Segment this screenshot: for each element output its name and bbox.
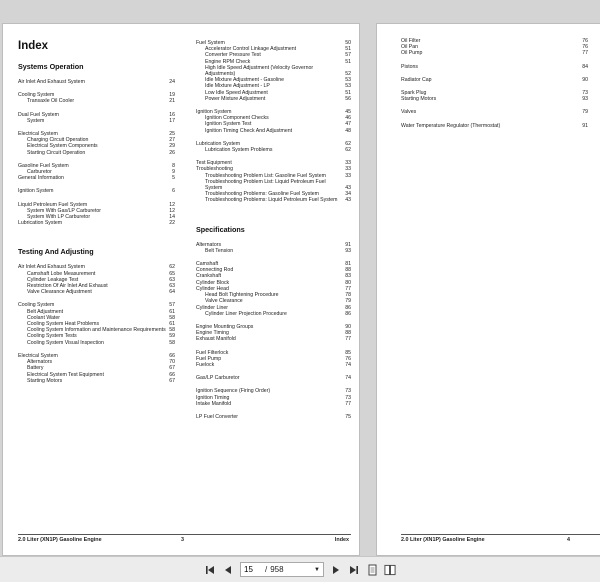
index-entry[interactable] <box>18 98 175 104</box>
index-entry-page: 78 <box>345 292 351 299</box>
footer-page-number: 4 <box>567 537 570 543</box>
page-number-selector[interactable] <box>240 562 324 577</box>
index-entry-title: Charging Circuit Operation <box>27 137 89 144</box>
index-entry[interactable] <box>196 311 351 317</box>
index-entry[interactable] <box>18 118 175 124</box>
index-entry[interactable] <box>196 179 351 191</box>
index-entry-page: 76 <box>345 355 351 362</box>
index-entry-page: 9 <box>172 169 175 176</box>
index-entry-page: 88 <box>345 330 351 337</box>
index-entry-page: 86 <box>345 304 351 311</box>
index-entry-page: 52 <box>345 71 351 78</box>
index-entry-page: 62 <box>345 140 351 147</box>
index-entry-page: 76 <box>582 38 588 44</box>
index-entry-title: Belt Tension <box>205 247 234 254</box>
index-group <box>196 375 351 381</box>
index-entry-title: Battery <box>27 365 44 372</box>
index-entry-title: Crankshaft <box>196 273 222 280</box>
index-group <box>196 141 351 153</box>
index-entry-title: Camshaft <box>196 261 219 268</box>
index-entry-page: 61 <box>169 321 175 328</box>
index-entry-title: Transaxle Oil Cooler <box>27 98 75 105</box>
skip-first-icon[interactable] <box>204 563 216 577</box>
index-entry[interactable] <box>196 336 351 342</box>
section-heading: Specifications <box>196 224 245 234</box>
index-entry-page: 91 <box>345 241 351 248</box>
index-entry-page: 50 <box>345 40 351 46</box>
index-title: Index <box>18 40 49 52</box>
index-entry-page: 48 <box>345 127 351 134</box>
index-entry-title: Lubrication System <box>196 140 241 147</box>
footer-title: 2.0 Liter (XN1P) Gasoline Engine <box>401 537 485 543</box>
index-entry-title: Camshaft Lobe Measurement <box>27 270 96 277</box>
section-spacer <box>196 211 351 225</box>
index-entry[interactable] <box>18 150 175 156</box>
index-entry-page: 58 <box>169 327 175 334</box>
index-group <box>196 350 351 369</box>
single-page-icon[interactable] <box>366 563 378 577</box>
index-entry-page: 73 <box>345 394 351 401</box>
index-entry[interactable] <box>196 147 351 153</box>
index-entry-page: 58 <box>169 339 175 346</box>
index-entry-page: 75 <box>345 413 351 420</box>
index-entry-page: 14 <box>169 214 175 221</box>
index-entry-title: Gasoline Fuel System <box>18 162 69 169</box>
index-entry[interactable] <box>196 197 351 203</box>
index-group <box>18 188 175 194</box>
index-group <box>18 264 175 295</box>
index-entry-page: 79 <box>582 109 588 116</box>
index-entry-title: Oil Pan <box>401 44 419 51</box>
index-entry-title: Cylinder Liner Projection Procedure <box>205 310 287 317</box>
index-entry-title: Electrical System <box>18 131 58 138</box>
index-entry-page: 6 <box>172 188 175 195</box>
footer-section: Index <box>334 537 349 543</box>
index-entry-page: 43 <box>345 197 351 204</box>
index-group <box>401 38 588 57</box>
index-group <box>401 90 588 102</box>
index-entry-page: 62 <box>169 264 175 271</box>
index-entry-title: Head Bolt Tightening Procedure <box>205 292 279 299</box>
index-entry-title: Ignition System <box>18 188 54 195</box>
index-entry[interactable] <box>196 128 351 134</box>
index-entry-title: Test Equipment <box>196 160 232 167</box>
section-spacer <box>18 233 175 247</box>
index-entry-title: Restriction Of Air Inlet And Exhaust <box>27 283 108 290</box>
index-entry-page: 74 <box>345 361 351 368</box>
index-group <box>18 202 175 227</box>
index-column-1 <box>18 40 175 391</box>
index-entry[interactable] <box>18 220 175 226</box>
index-entry-title: Electrical System <box>18 352 58 359</box>
index-entry-page: 77 <box>582 50 588 57</box>
index-entry-title: Oil Pump <box>401 50 423 57</box>
skip-last-icon[interactable] <box>348 563 360 577</box>
index-entry-page: 57 <box>169 302 175 309</box>
index-group <box>18 163 175 182</box>
index-entry-page: 22 <box>169 220 175 227</box>
index-group <box>18 79 175 85</box>
index-entry[interactable] <box>18 340 175 346</box>
index-entry-title: Dual Fuel System <box>18 111 59 118</box>
index-entry-page: 67 <box>169 365 175 372</box>
index-column-2 <box>196 40 351 427</box>
index-entry-page: 59 <box>169 333 175 340</box>
index-entry-title: General Information <box>18 175 64 182</box>
index-entry-page: 8 <box>172 162 175 169</box>
index-entry-title: Gas/LP Carburetor <box>196 375 240 382</box>
index-entry[interactable] <box>196 362 351 368</box>
index-entry-page: 77 <box>345 285 351 292</box>
index-entry-title: Ignition Timing Check And Adjustment <box>205 127 293 134</box>
index-entry[interactable] <box>18 79 175 85</box>
index-entry-title: System With LP Carburetor <box>27 214 91 221</box>
index-entry-title: Fuel System <box>196 40 225 46</box>
index-entry-title: Electrical System Components <box>27 143 98 150</box>
index-entry[interactable] <box>196 96 351 102</box>
index-entry-title: Valve Clearance Adjustment <box>27 289 92 296</box>
index-entry[interactable] <box>196 65 351 77</box>
index-entry-title: Troubleshooting Problem List: Gasoline Fuel System <box>205 172 326 179</box>
index-group <box>18 112 175 124</box>
index-entry-page: 24 <box>169 79 175 85</box>
index-entry-page: 25 <box>169 131 175 138</box>
chevron-down-icon[interactable]: ▼ <box>314 566 320 573</box>
index-entry-title: Cooling System <box>18 302 55 309</box>
page-4 <box>376 23 600 556</box>
index-entry-page: 67 <box>169 377 175 384</box>
index-entry[interactable] <box>196 248 351 254</box>
index-group <box>196 414 351 420</box>
footer-rule <box>18 534 351 535</box>
index-entry-page: 91 <box>582 122 588 129</box>
index-entry[interactable] <box>401 109 588 115</box>
index-group <box>196 160 351 203</box>
index-entry-title: Spark Plug <box>401 90 427 97</box>
index-entry-page: 5 <box>172 175 175 182</box>
index-entry-title: Fuel Filterlock <box>196 349 229 356</box>
index-entry[interactable] <box>401 123 588 129</box>
index-entry-title: Engine RPM Check <box>205 58 251 65</box>
index-entry[interactable] <box>196 414 351 420</box>
index-entry-page: 51 <box>345 58 351 65</box>
footer-page-number: 3 <box>181 537 184 543</box>
index-entry-title: Starting Motors <box>401 96 437 103</box>
index-entry-title: Fuelock <box>196 361 215 368</box>
index-entry-title: Engine Mounting Groups <box>196 323 254 330</box>
index-group <box>401 64 588 70</box>
index-entry-page: 57 <box>345 52 351 59</box>
index-group <box>196 242 351 254</box>
index-entry-page: 47 <box>345 121 351 128</box>
index-entry-title: Ignition System Test <box>205 121 252 128</box>
index-entry-page: 64 <box>169 289 175 296</box>
index-entry-page: 90 <box>582 76 588 83</box>
page-navigation-toolbar <box>0 556 600 582</box>
index-entry-page: 65 <box>169 270 175 277</box>
index-entry-title: High Idle Speed Adjustment (Velocity Governor Adjustments) <box>205 64 314 78</box>
index-entry-title: Ignition Sequence (Firing Order) <box>196 388 271 395</box>
index-entry-page: 26 <box>169 149 175 156</box>
index-entry-title: Valve Clearance <box>205 298 243 305</box>
index-entry-page: 66 <box>169 352 175 359</box>
section-heading: Systems Operation <box>18 62 84 71</box>
index-entry-page: 88 <box>345 267 351 274</box>
index-entry-page: 90 <box>345 323 351 330</box>
index-entry-title: Exhaust Manifold <box>196 336 236 343</box>
index-entry-page: 53 <box>345 83 351 90</box>
index-entry-page: 51 <box>345 46 351 53</box>
index-entry-title: Cooling System Tests <box>27 333 77 340</box>
index-group <box>196 324 351 343</box>
index-entry-title: System With Gas/LP Carburetor <box>27 207 101 214</box>
index-entry-title: System <box>27 117 45 124</box>
index-entry[interactable] <box>196 375 351 381</box>
index-entry-page: 12 <box>169 207 175 214</box>
index-group <box>18 92 175 104</box>
index-entry-title: Lubrication System Problems <box>205 147 273 154</box>
index-entry[interactable] <box>401 96 588 102</box>
index-entry-page: 85 <box>345 349 351 356</box>
current-page-input[interactable] <box>244 565 262 574</box>
index-entry[interactable] <box>401 64 588 70</box>
index-entry-page: 77 <box>345 400 351 407</box>
index-entry-title: Starting Motors <box>27 377 63 384</box>
index-entry-page: 34 <box>345 191 351 198</box>
index-entry-title: Electrical System Test Equipment <box>27 371 104 378</box>
index-entry-title: Connecting Rod <box>196 267 234 274</box>
index-column-3 <box>401 38 588 136</box>
section-heading: Testing And Adjusting <box>18 247 94 257</box>
index-entry[interactable] <box>401 77 588 83</box>
index-entry-title: Converter Pressure Test <box>205 52 261 59</box>
index-entry-page: 43 <box>345 185 351 192</box>
index-entry[interactable] <box>18 188 175 194</box>
index-entry-title: Cylinder Block <box>196 279 230 286</box>
page-3 <box>2 23 360 556</box>
index-entry-title: Low Idle Speed Adjustment <box>205 89 268 96</box>
index-entry-page: 33 <box>345 166 351 173</box>
index-entry-page: 66 <box>169 371 175 378</box>
index-entry-title: Carburetor <box>27 169 52 176</box>
index-entry-title: Air Inlet And Exhaust System <box>18 79 85 85</box>
index-group <box>401 77 588 83</box>
index-entry-page: 33 <box>345 160 351 167</box>
index-entry-page: 76 <box>582 44 588 51</box>
index-entry-page: 19 <box>169 92 175 99</box>
index-entry-title: Pistons <box>401 63 419 70</box>
index-entry-page: 86 <box>345 310 351 317</box>
index-entry-page: 77 <box>345 336 351 343</box>
footer-title: 2.0 Liter (XN1P) Gasoline Engine <box>18 537 102 543</box>
index-entry-title: Troubleshooting <box>196 166 234 173</box>
index-entry-title: Alternators <box>27 359 53 366</box>
index-entry[interactable] <box>196 401 351 407</box>
index-entry-title: Troubleshooting Problems: Liquid Petroleum Fuel System <box>205 197 338 204</box>
index-entry-title: Coolant Water <box>27 314 60 321</box>
index-entry-title: Accelerator Control Linkage Adjustment <box>205 46 297 53</box>
index-entry-page: 79 <box>345 298 351 305</box>
index-entry-page: 16 <box>169 111 175 118</box>
index-entry-title: Fuel Pump <box>196 355 222 362</box>
index-entry-title: Liquid Petroleum Fuel System <box>18 201 88 208</box>
index-entry-title: Water Temperature Regulator (Thermostat) <box>401 122 501 129</box>
index-entry-title: Power Mixture Adjustment <box>205 95 266 102</box>
index-entry-page: 17 <box>169 117 175 124</box>
index-entry-title: Cylinder Leakage Test <box>27 276 79 283</box>
index-group <box>196 40 351 102</box>
index-entry-page: 62 <box>345 147 351 154</box>
index-entry-page: 21 <box>169 98 175 105</box>
index-entry-page: 63 <box>169 283 175 290</box>
index-entry-title: Cooling System <box>18 92 55 99</box>
index-entry-title: Starting Circuit Operation <box>27 149 86 156</box>
index-entry-page: 51 <box>345 89 351 96</box>
two-page-icon[interactable] <box>384 563 396 577</box>
index-entry-page: 73 <box>582 90 588 97</box>
index-entry-page: 70 <box>169 359 175 366</box>
index-entry-title: Cooling System Visual Inspection <box>27 339 104 346</box>
index-entry-page: 61 <box>169 308 175 315</box>
next-icon[interactable] <box>330 563 342 577</box>
index-entry-page: 56 <box>345 95 351 102</box>
index-entry-page: 80 <box>345 279 351 286</box>
index-entry-page: 46 <box>345 115 351 122</box>
index-entry-title: Cooling System Information and Maintenance Requirements <box>27 327 166 334</box>
index-entry-page: 84 <box>582 63 588 70</box>
index-entry-title: Lubrication System <box>18 220 63 227</box>
index-entry-page: 29 <box>169 143 175 150</box>
index-entry-title: Idle Mixture Adjustment - LP <box>205 83 270 90</box>
index-entry-title: Cylinder Head <box>196 285 229 292</box>
total-pages: 958 <box>270 565 284 574</box>
index-group <box>18 302 175 345</box>
index-entry-page: 58 <box>169 314 175 321</box>
index-entry-page: 12 <box>169 201 175 208</box>
index-entry[interactable] <box>18 289 175 295</box>
index-entry-title: Troubleshooting Problem List: Liquid Petroleum Fuel System <box>205 178 326 192</box>
index-entry-page: 74 <box>345 375 351 382</box>
index-entry-title: Cooling System Heat Problems <box>27 321 100 328</box>
index-entry[interactable] <box>18 175 175 181</box>
index-entry-title: Ignition System <box>196 109 232 116</box>
index-entry[interactable] <box>401 50 588 56</box>
index-group <box>401 109 588 115</box>
index-entry-page: 27 <box>169 137 175 144</box>
index-entry-title: Belt Adjustment <box>27 308 64 315</box>
index-entry-page: 93 <box>345 247 351 254</box>
index-entry-page: 93 <box>582 96 588 103</box>
index-entry-title: Engine Timing <box>196 330 229 337</box>
index-entry-title: Cylinder Liner <box>196 304 229 311</box>
index-entry-title: Alternators <box>196 241 222 248</box>
index-entry-page: 83 <box>345 273 351 280</box>
index-entry-title: Ignition Component Checks <box>205 115 269 122</box>
index-entry-page: 33 <box>345 172 351 179</box>
index-entry-title: Intake Manifold <box>196 400 232 407</box>
index-group <box>196 261 351 317</box>
index-entry-page: 73 <box>345 388 351 395</box>
index-entry-page: 81 <box>345 261 351 268</box>
index-entry-title: Radiator Cap <box>401 76 432 83</box>
index-entry-title: Valves <box>401 109 417 116</box>
index-entry-title: Air Inlet And Exhaust System <box>18 264 85 271</box>
index-group <box>401 123 588 129</box>
index-entry[interactable] <box>18 378 175 384</box>
index-entry-title: Troubleshooting Problems: Gasoline Fuel System <box>205 191 319 198</box>
footer-rule <box>401 534 600 535</box>
index-entry-title: LP Fuel Converter <box>196 413 239 420</box>
index-entry-page: 63 <box>169 276 175 283</box>
index-group <box>196 388 351 407</box>
prev-icon[interactable] <box>222 563 234 577</box>
index-entry-title: Oil Filter <box>401 38 421 44</box>
index-entry-title: Idle Mixture Adjustment - Gasoline <box>205 77 284 84</box>
index-entry-title: Ignition Timing <box>196 394 230 401</box>
index-entry-page: 45 <box>345 109 351 116</box>
index-group <box>18 131 175 156</box>
index-group <box>18 353 175 384</box>
page-separator: / <box>265 565 268 574</box>
index-entry-page: 53 <box>345 77 351 84</box>
index-group <box>196 109 351 134</box>
